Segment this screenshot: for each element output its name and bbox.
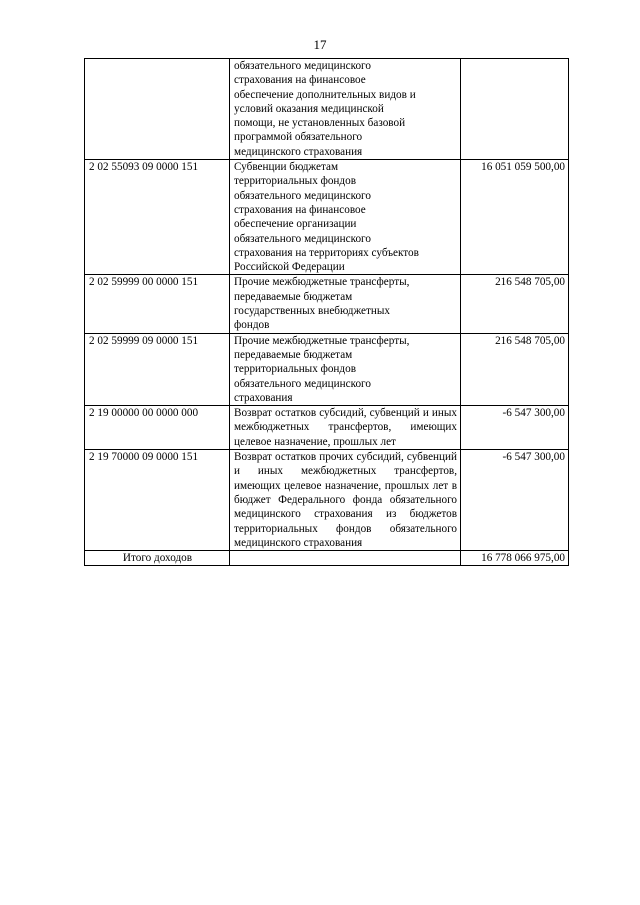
income-amount: 216 548 705,00 bbox=[461, 333, 569, 405]
income-description: Возврат остатков прочих субсидий, субвенций и иных межбюджетных трансфертов, имеющих целевое назначение, прошлых лет в бюджет Федерального фонда обязательного медицинского страхования из бюджетов территориальных фондов обязательного медицинского страхования bbox=[230, 450, 461, 551]
description-line: обеспечение дополнительных видов и bbox=[234, 88, 416, 101]
income-description bbox=[230, 59, 461, 160]
description-line: обязательного медицинского bbox=[234, 232, 371, 245]
description-line: программой обязательного bbox=[234, 131, 363, 144]
description-line: территориальных фондов bbox=[234, 363, 356, 376]
budget-code: 2 02 59999 00 0000 151 bbox=[85, 275, 230, 333]
total-label: Итого доходов bbox=[85, 551, 230, 566]
description-line: Субвенции бюджетам bbox=[234, 161, 339, 174]
budget-code: 2 19 70000 09 0000 151 bbox=[85, 450, 230, 551]
description-line: обязательного медицинского bbox=[234, 60, 371, 72]
income-amount: 16 051 059 500,00 bbox=[461, 160, 569, 275]
budget-code: 2 02 59999 09 0000 151 bbox=[85, 333, 230, 405]
total-description-empty bbox=[230, 551, 461, 566]
description-line: Российской Федерации bbox=[234, 261, 345, 274]
income-description bbox=[230, 333, 461, 405]
description-line: обязательного медицинского bbox=[234, 377, 371, 390]
description-line: помощи, не установленных базовой bbox=[234, 117, 406, 130]
description-line: медицинского страхования bbox=[234, 145, 363, 158]
description-line: страхования bbox=[234, 391, 293, 404]
description-line: передаваемые бюджетам bbox=[234, 290, 353, 303]
income-amount: 216 548 705,00 bbox=[461, 275, 569, 333]
table-row bbox=[85, 275, 569, 333]
total-amount: 16 778 066 975,00 bbox=[461, 551, 569, 566]
description-line: Прочие межбюджетные трансферты, bbox=[234, 334, 410, 347]
table-row bbox=[85, 450, 569, 551]
description-line: передаваемые бюджетам bbox=[234, 348, 353, 361]
table-row bbox=[85, 406, 569, 450]
description-line: государственных внебюджетных bbox=[234, 305, 391, 318]
description-line: обеспечение организации bbox=[234, 218, 357, 231]
description-line: Прочие межбюджетные трансферты, bbox=[234, 276, 410, 289]
income-amount bbox=[461, 59, 569, 160]
income-description: Возврат остатков субсидий, субвенций и иных межбюджетных трансфертов, имеющих целевое назначение, прошлых лет bbox=[230, 406, 461, 450]
description-line: условий оказания медицинской bbox=[234, 102, 384, 115]
description-line: страхования на территориях субъектов bbox=[234, 246, 419, 259]
income-description bbox=[230, 275, 461, 333]
budget-code: 2 02 55093 09 0000 151 bbox=[85, 160, 230, 275]
description-line: страхования на финансовое bbox=[234, 74, 366, 87]
income-table bbox=[84, 58, 569, 566]
budget-code bbox=[85, 59, 230, 160]
budget-code: 2 19 00000 00 0000 000 bbox=[85, 406, 230, 450]
description-line: фондов bbox=[234, 319, 270, 332]
table-row bbox=[85, 59, 569, 160]
description-line: территориальных фондов bbox=[234, 175, 356, 188]
description-line: страхования на финансовое bbox=[234, 203, 366, 216]
income-description bbox=[230, 160, 461, 275]
income-amount: -6 547 300,00 bbox=[461, 406, 569, 450]
table-row bbox=[85, 333, 569, 405]
total-row bbox=[85, 551, 569, 566]
page-number: 17 bbox=[313, 37, 327, 52]
description-line: обязательного медицинского bbox=[234, 189, 371, 202]
income-amount: -6 547 300,00 bbox=[461, 450, 569, 551]
table-row bbox=[85, 160, 569, 275]
